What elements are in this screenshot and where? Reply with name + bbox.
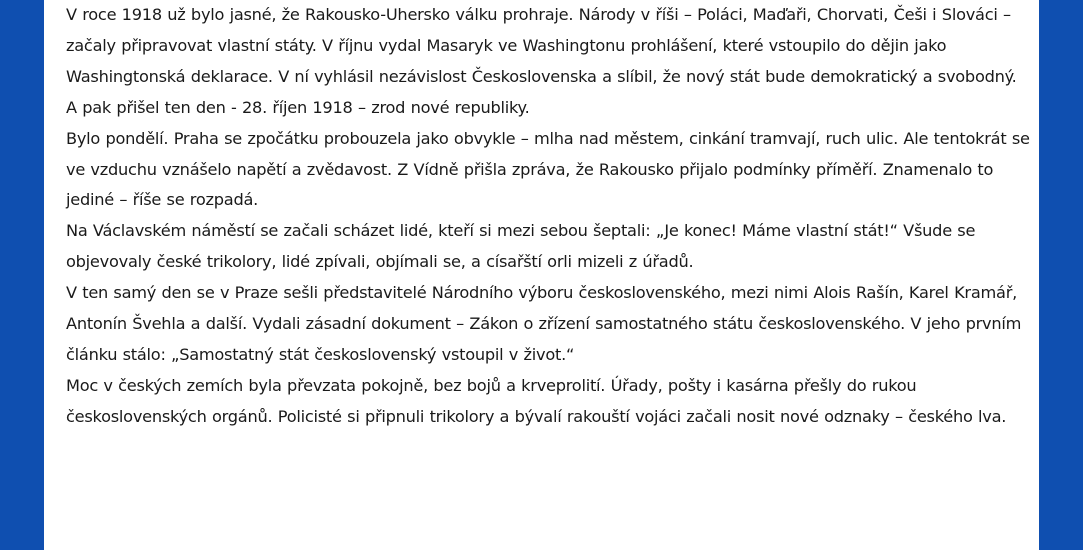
paragraph-2: Bylo pondělí. Praha se zpočátku probouzela jako obvykle – mlha nad městem, cinkání tramvají, ruch ulic. Ale tentokrát se ve vzduchu vznášelo napětí a zvědavost. Z Vídně přišla zpráva, že Rakousko přijalo podmínky příměří. Znamenalo to jediné – říše se rozpadá. (66, 128, 1030, 210)
document-body (66, 0, 1031, 433)
paragraph-1: V roce 1918 už bylo jasné, že Rakousko-Uhersko válku prohraje. Národy v říši – Poláci, Maďaři, Chorvati, Češi i Slováci – začaly připravovat vlastní státy. V říjnu vydal Masaryk ve Washingtonu prohlášení, které vstoupilo do dějin jako Washingtonská deklarace. V ní vyhlásil nezávislost Československa a slíbil, že nový stát bude demokratický a svobodný. A pak přišel ten den - 28. říjen 1918 – zrod nové republiky. (66, 5, 1017, 117)
paragraph-3: Na Václavském náměstí se začali scházet lidé, kteří si mezi sebou šeptali: „Je konec! Máme vlastní stát!“ Všude se objevovaly české trikolory, lidé zpívali, objímali se, a císařští orli mizeli z úřadů. (66, 221, 976, 272)
paragraph-5: Moc v českých zemích byla převzata pokojně, bez bojů a krveprolití. Úřady, pošty i kasárna přešly do rukou československých orgánů. Policisté si připnuli trikolory a bývalí rakouští vojáci začali nosit nové odznaky – českého lva. (66, 375, 1007, 426)
paragraph-4: V ten samý den se v Praze sešli představitelé Národního výboru československého, mezi nimi Alois Rašín, Karel Kramář, Antonín Švehla a další. Vydali zásadní dokument – Zákon o zřízení samostatného státu československého. V jeho prvním článku stálo: „Samostatný stát československý vstoupil v život.“ (66, 283, 1022, 364)
document-sheet (44, 0, 1039, 550)
